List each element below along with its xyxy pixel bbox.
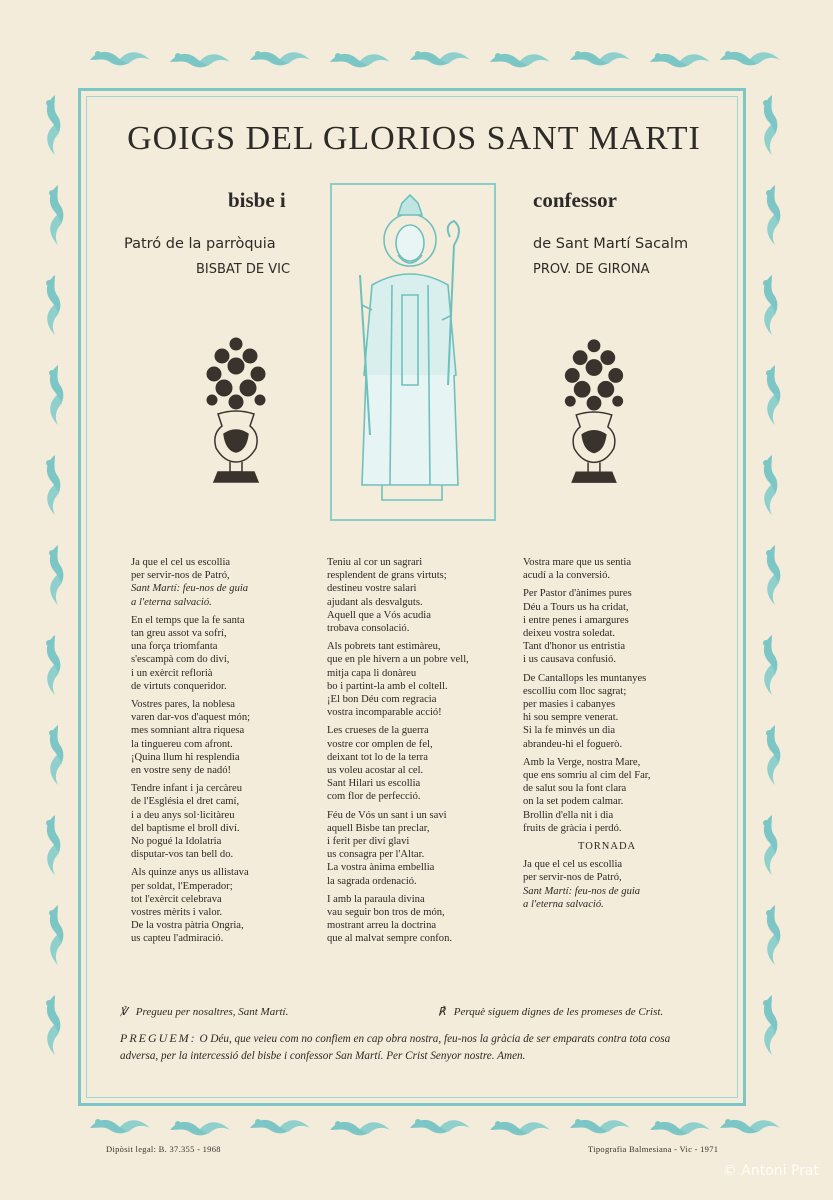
verse-line: i entre penes i amargures xyxy=(523,614,629,626)
page-title: GOIGS DEL GLORIOS SANT MARTI xyxy=(127,120,701,157)
response xyxy=(438,1005,663,1018)
verse-column-2 xyxy=(327,556,469,946)
verse-column-3 xyxy=(523,556,651,911)
verse-line: Als quinze anys us allistava xyxy=(131,867,249,879)
verse-line: Vostra mare que us sentia xyxy=(523,557,632,568)
verse-line: i a deu anys sol·licitàreu xyxy=(131,809,235,821)
versicle-text: Pregueu per nosaltres, Sant Martí. xyxy=(135,1006,289,1018)
verse-line: per masies i cabanyes xyxy=(523,699,616,711)
patron-right: de Sant Martí Sacalm xyxy=(533,236,689,252)
verse-line: aquell Bisbe tan preclar, xyxy=(327,822,430,834)
verse-line: destineu vostre salari xyxy=(327,583,417,595)
versicle-symbol: ℣ xyxy=(120,1006,128,1018)
legal-deposit: Dipòsit legal: B. 37.355 - 1968 xyxy=(106,1144,221,1154)
verse-line: que al malvat sempre confon. xyxy=(327,933,453,945)
verse-line: fruits de gràcia i perdó. xyxy=(523,822,622,834)
border-bottom xyxy=(90,1119,780,1135)
flower-vase-left-illustration xyxy=(200,330,272,492)
saint-figure-illustration xyxy=(332,185,494,519)
verse-line: La vostra ànima embellia xyxy=(327,862,435,874)
verse-line: Aquell que a Vós acudia xyxy=(327,609,431,621)
verse-line: Tant d'honor us entristia xyxy=(523,641,626,653)
verse-line: de salut sou la font clara xyxy=(523,783,627,795)
verse-line: De Cantallops les muntanyes xyxy=(523,672,647,684)
verse-line: vostre cor omplen de fel, xyxy=(327,738,433,750)
verse-line: del baptisme el broll diví. xyxy=(131,822,240,834)
verse-line: Sant Martí: feu-nos de guia xyxy=(131,583,249,595)
verse-line: Déu a Tours us ha cridat, xyxy=(523,601,629,613)
verse-line: la tinguereu com afront. xyxy=(131,738,233,750)
verse-line: bo i partint-la amb el coltell. xyxy=(327,680,448,692)
verse-line: on la set podem calmar. xyxy=(523,796,624,808)
verse-line: deixant tot lo de la terra xyxy=(327,751,428,763)
verse-line: a l'eterna salvació. xyxy=(523,898,604,910)
province-label: PROV. DE GIRONA xyxy=(533,262,650,277)
verse-line: Ja que el cel us escollia xyxy=(523,859,623,871)
verse-line: i ferit per diví glavi xyxy=(327,836,410,848)
verse-line: Teniu al cor un sagrari xyxy=(327,557,423,568)
verse-line: tan greu assot va sofrí, xyxy=(131,628,227,640)
prayer-amen: Amen. xyxy=(497,1050,526,1062)
verse-line: mitja capa li donàreu xyxy=(327,667,417,679)
verse-line: Vostres pares, la noblesa xyxy=(131,699,235,711)
verse-line: escolliu com lloc sagrat; xyxy=(523,685,627,697)
response-symbol: ℟ xyxy=(438,1006,446,1018)
verse-line: la sagrada ordenació. xyxy=(327,875,417,887)
verse-line: i un exèrcit reflorià xyxy=(131,667,213,679)
verse-line: vostra incomparable acció! xyxy=(327,707,442,719)
verse-line: com flor de perfecció. xyxy=(327,791,421,803)
verse-line: a l'eterna salvació. xyxy=(131,596,212,608)
verse-line: ¡Quina llum hi resplendia xyxy=(131,751,240,763)
verse-line: deixeu vostra soledat. xyxy=(523,628,616,640)
saint-image-frame xyxy=(330,183,496,521)
verse-line: ¡El bon Déu com regracia xyxy=(327,694,437,706)
verse-line: de virtuts conqueridor. xyxy=(131,680,227,692)
verse-line: us voleu acostar al cel. xyxy=(327,765,424,777)
verse-line: Per Pastor d'ànimes pures xyxy=(523,588,632,600)
verse-line: resplendent de grans virtuts; xyxy=(327,570,447,582)
verse-line: De la vostra pàtria Ongria, xyxy=(131,920,244,932)
border-right xyxy=(763,95,780,1055)
versicle xyxy=(120,1005,288,1018)
verse-line: tot l'exèrcit celebrava xyxy=(131,893,222,905)
verse-line: abrandeu-hi el foguerò. xyxy=(523,738,623,750)
verse-line: ajudant als desvalguts. xyxy=(327,596,423,608)
copyright-watermark: © Antoni Prat xyxy=(722,1163,819,1179)
patron-left: Patró de la parròquia xyxy=(124,236,276,252)
verse-line: Brollin d'ella nit i dia xyxy=(523,809,614,821)
printer-credit: Tipografia Balmesiana - Vic - 1971 xyxy=(588,1144,719,1154)
verse-line: us consagra per l'Altar. xyxy=(327,849,425,861)
verse-line: per soldat, l'Emperador; xyxy=(131,880,233,892)
verse-line: Ja que el cel us escollia xyxy=(131,557,231,568)
diocese-label: BISBAT DE VIC xyxy=(196,262,291,277)
verse-line: Amb la Verge, nostra Mare, xyxy=(523,756,641,768)
prayer-block xyxy=(120,1030,710,1065)
tornada-heading: TORNADA xyxy=(578,841,637,853)
verse-line: hi sou sempre venerat. xyxy=(523,712,619,724)
verse-line: En el temps que la fe santa xyxy=(131,614,245,626)
verse-line: s'escampà com do diví, xyxy=(131,654,230,666)
verse-line: en vostre seny de nadó! xyxy=(131,765,232,777)
verse-line: mes somniant altra riquesa xyxy=(131,725,245,737)
verse-line: Féu de Vós un sant i un savi xyxy=(327,809,447,821)
verse-line: vau seguir bon tros de món, xyxy=(327,907,445,919)
verse-line: i us causava confusió. xyxy=(523,654,616,666)
verse-line: varen dar-vos d'aquest món; xyxy=(131,712,251,724)
verse-line: que ens somriu al cim del Far, xyxy=(523,770,651,782)
flower-vase-right-illustration xyxy=(558,332,630,492)
verse-line: disputar-vos tan bell do. xyxy=(131,849,234,861)
verse-line: No pogué la Idolatria xyxy=(131,836,222,848)
border-top xyxy=(90,51,780,67)
verse-line: de l'Església el dret camí, xyxy=(131,796,240,808)
subtitle-right: confessor xyxy=(533,188,617,212)
verse-line: Si la fe minvés un dia xyxy=(523,725,616,737)
border-left xyxy=(46,95,63,1055)
prayer-text: O Déu, que veieu com no confiem en cap obra nostra, feu-nos la gràcia de ser emparats contra tota cosa adversa, per la intercessió del bisbe i confessor San Martí. Per Crist Senyor nostre. xyxy=(120,1033,671,1062)
verse-line: per servir-nos de Patró, xyxy=(131,570,230,582)
prayer-label: PREGUEM: xyxy=(120,1031,197,1045)
response-text: Perquè siguem dignes de les promeses de Crist. xyxy=(453,1006,664,1018)
verse-line: una força triomfanta xyxy=(131,641,218,653)
verse-line: per servir-nos de Patró, xyxy=(523,872,622,884)
verse-line: Les crueses de la guerra xyxy=(327,725,429,737)
verse-column-1 xyxy=(131,556,250,946)
verse-line: vostres mèrits i valor. xyxy=(131,907,223,919)
verse-line: Sant Martí: feu-nos de guia xyxy=(523,885,641,897)
verse-line: mostrant arreu la doctrina xyxy=(327,920,437,932)
verse-line: Tendre infant i ja cercàreu xyxy=(131,783,243,795)
verse-line: Sant Hilari us escollia xyxy=(327,778,421,790)
verse-line: acudí a la conversió. xyxy=(523,570,611,582)
verse-line: Als pobrets tant estimàreu, xyxy=(327,641,441,653)
subtitle-left: bisbe i xyxy=(228,188,286,212)
verse-line: I amb la paraula divina xyxy=(327,893,425,905)
verse-line: us capteu l'admiració. xyxy=(131,933,224,945)
verse-line: trobava consolació. xyxy=(327,623,410,635)
verse-line: que en ple hivern a un pobre vell, xyxy=(327,654,469,666)
